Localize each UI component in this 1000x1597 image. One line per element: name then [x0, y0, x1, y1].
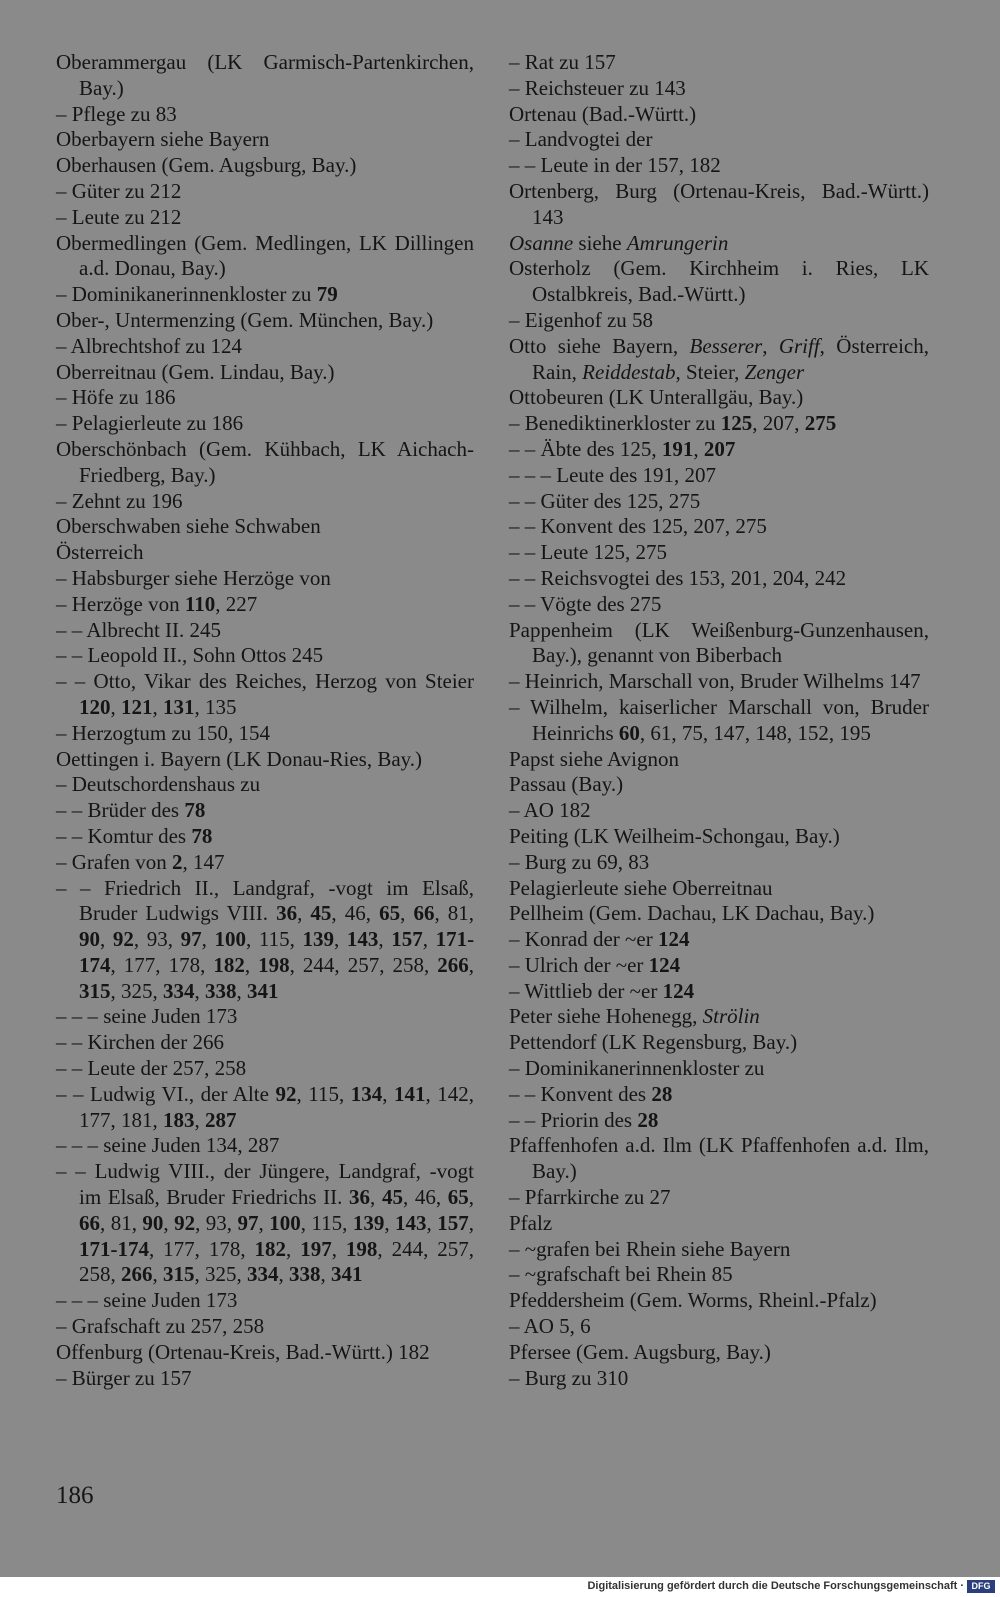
- index-entry: [509, 1030, 929, 1056]
- index-entry: [56, 127, 474, 153]
- entry-text: ,: [152, 1262, 163, 1287]
- entry-text: – Güter zu 212: [56, 178, 182, 203]
- index-entry: [56, 850, 474, 876]
- entry-text: ,: [693, 436, 704, 461]
- entry-text: Ortenau (Bad.-Württ.): [509, 101, 697, 126]
- bold-page-ref: 45: [310, 901, 332, 926]
- entry-text: – – Leopold II., Sohn Ottos 245: [56, 643, 324, 668]
- page-number: 186: [56, 1482, 94, 1509]
- entry-text: Pfaffenhofen a.d. Ilm (LK Pfaffenhofen a.d. Ilm, Bay.): [509, 1133, 929, 1184]
- index-entry: [509, 1237, 929, 1263]
- bold-page-ref: 287: [205, 1107, 237, 1132]
- entry-text: – – Konvent des 125, 207, 275: [509, 514, 767, 539]
- bold-page-ref: 100: [214, 927, 246, 952]
- entry-text: Oberreitnau (Gem. Lindau, Bay.): [56, 359, 335, 384]
- entry-text: , 61, 75, 147, 148, 152, 195: [639, 720, 871, 745]
- index-entry: [56, 334, 474, 360]
- entry-text: ,: [152, 694, 163, 719]
- entry-text: – – Vögte des 275: [509, 591, 662, 616]
- index-entry: [56, 411, 474, 437]
- entry-text: Pfersee (Gem. Augsburg, Bay.): [509, 1339, 771, 1364]
- index-entry: [56, 489, 474, 515]
- index-entry: [56, 1133, 474, 1159]
- entry-text: Passau (Bay.): [509, 772, 624, 797]
- entry-text: Ortenberg, Burg (Ortenau-Kreis, Bad.-Württ.) 143: [509, 178, 929, 229]
- entry-text: – Zehnt zu 196: [56, 488, 183, 513]
- entry-text: – – – seine Juden 173: [56, 1004, 238, 1029]
- entry-text: ,: [468, 1210, 474, 1235]
- entry-text: – ~grafen bei Rhein siehe Bayern: [509, 1236, 791, 1261]
- bold-page-ref: 97: [180, 927, 202, 952]
- entry-text: – Ulrich der ~er: [509, 952, 649, 977]
- bold-page-ref: 157: [391, 927, 423, 952]
- bold-page-ref: 45: [381, 1185, 403, 1210]
- entry-text: Ober-, Untermenzing (Gem. München, Bay.): [56, 307, 434, 332]
- index-entry: [509, 1082, 929, 1108]
- index-entry: [56, 566, 474, 592]
- entry-text: – Heinrich, Marschall von, Bruder Wilhelms 147: [509, 669, 921, 694]
- entry-text: – – Albrecht II. 245: [56, 617, 222, 642]
- italic-term: Zenger: [744, 359, 805, 384]
- entry-text: ,: [400, 901, 414, 926]
- entry-text: Ottobeuren (LK Unterallgäu, Bay.): [509, 385, 804, 410]
- index-entry: [56, 1004, 474, 1030]
- bold-page-ref: 65: [379, 901, 401, 926]
- bold-page-ref: 2: [172, 849, 183, 874]
- bold-page-ref: 315: [163, 1262, 195, 1287]
- index-entry: [509, 901, 929, 927]
- bold-page-ref: 157: [437, 1210, 469, 1235]
- entry-text: – Pflege zu 83: [56, 101, 177, 126]
- bold-page-ref: 139: [352, 1210, 385, 1235]
- index-entry: [509, 256, 929, 308]
- index-entry: [509, 179, 929, 231]
- index-entry: [509, 127, 929, 153]
- entry-text: – – Ludwig VI., der Alte: [56, 1081, 276, 1106]
- entry-text: – Höfe zu 186: [56, 385, 176, 410]
- index-entry: [56, 437, 474, 489]
- index-entry: [509, 747, 929, 773]
- entry-text: – – Komtur des: [56, 823, 192, 848]
- entry-text: , 142, 177, 181,: [79, 1081, 475, 1132]
- bold-page-ref: 121: [121, 694, 153, 719]
- bold-page-ref: 191: [661, 436, 694, 461]
- entry-text: , 81,: [434, 901, 475, 926]
- entry-text: , 93,: [133, 927, 181, 952]
- entry-text: , 177, 178,: [149, 1236, 255, 1261]
- index-entry: [509, 76, 929, 102]
- entry-text: , 135: [194, 694, 237, 719]
- entry-text: Oberhausen (Gem. Augsburg, Bay.): [56, 153, 357, 178]
- entry-text: ,: [422, 927, 436, 952]
- entry-text: – Herzogtum zu 150, 154: [56, 720, 271, 745]
- entry-text: – Burg zu 310: [509, 1365, 629, 1390]
- italic-term: Griff: [778, 333, 820, 358]
- entry-text: – – Ludwig VIII., der Jüngere, Landgraf, -vogt im Elsaß, Bruder Friedrichs II.: [56, 1159, 474, 1210]
- bold-page-ref: 79: [316, 282, 338, 307]
- index-entry: [509, 695, 929, 747]
- italic-term: Besserer: [689, 333, 763, 358]
- entry-text: ,: [426, 1210, 438, 1235]
- entry-text: , 207,: [752, 411, 805, 436]
- index-entry: [56, 514, 474, 540]
- index-entry: [509, 50, 929, 76]
- entry-text: , 177, 178,: [110, 952, 214, 977]
- bold-page-ref: 90: [142, 1210, 164, 1235]
- entry-text: Peiting (LK Weilheim-Schongau, Bay.): [509, 823, 840, 848]
- index-entry: [56, 179, 474, 205]
- entry-text: – Herzöge von: [56, 591, 185, 616]
- entry-text: – Leute zu 212: [56, 204, 182, 229]
- entry-text: – – Güter des 125, 275: [509, 488, 701, 513]
- bold-page-ref: 197: [300, 1236, 332, 1261]
- bold-page-ref: 134: [350, 1081, 383, 1106]
- bold-page-ref: 66: [79, 1210, 100, 1235]
- bold-page-ref: 125: [720, 411, 753, 436]
- entry-text: ,: [194, 1107, 205, 1132]
- bold-page-ref: 275: [804, 411, 837, 436]
- entry-text: – Benediktinerkloster zu: [509, 411, 721, 436]
- entry-text: , 93,: [195, 1210, 238, 1235]
- entry-text: ,: [370, 1185, 382, 1210]
- index-entry: [509, 411, 929, 437]
- index-entry: [509, 566, 929, 592]
- footer-credit: Digitalisierung gefördert durch die Deutsche Forschungsgemeinschaft ·: [587, 1580, 964, 1592]
- entry-text: – Eigenhof zu 58: [509, 307, 654, 332]
- index-entry: [56, 231, 474, 283]
- entry-text: , 244, 257, 258,: [289, 952, 438, 977]
- entry-text: , 115,: [296, 1081, 351, 1106]
- entry-text: ,: [384, 1210, 396, 1235]
- index-entry: [509, 876, 929, 902]
- entry-text: – Reichsteuer zu 143: [509, 75, 686, 100]
- entry-text: – AO 182: [509, 798, 591, 823]
- entry-text: – Landvogtei der: [509, 127, 653, 152]
- index-entry: [56, 643, 474, 669]
- index-entry: [509, 1185, 929, 1211]
- bold-page-ref: 141: [394, 1081, 426, 1106]
- index-entry: [56, 669, 474, 721]
- index-entry: [509, 1366, 929, 1392]
- index-entry: [509, 231, 929, 257]
- index-entry: [56, 876, 474, 1005]
- entry-text: ,: [244, 952, 259, 977]
- bold-page-ref: 338: [289, 1262, 321, 1287]
- entry-text: ,: [194, 978, 205, 1003]
- bold-page-ref: 92: [275, 1081, 297, 1106]
- index-entry: [509, 1288, 929, 1314]
- entry-text: , Österreich, Rain,: [532, 333, 929, 384]
- index-entry: [509, 489, 929, 515]
- index-entry: [509, 850, 929, 876]
- entry-text: – – Leute in der 157, 182: [509, 153, 721, 178]
- bold-page-ref: 120: [79, 694, 111, 719]
- index-entry: [509, 1056, 929, 1082]
- index-entry: [56, 1314, 474, 1340]
- index-entry: [509, 308, 929, 334]
- entry-text: Peter siehe Hohenegg,: [509, 1004, 703, 1029]
- bold-page-ref: 78: [191, 823, 213, 848]
- entry-text: , 115,: [245, 927, 303, 952]
- entry-text: – Burg zu 69, 83: [509, 849, 650, 874]
- entry-text: ,: [258, 1210, 270, 1235]
- entry-text: – Dominikanerinnenkloster zu: [509, 1056, 765, 1081]
- entry-text: – Grafen von: [56, 849, 173, 874]
- bold-page-ref: 266: [437, 952, 469, 977]
- entry-text: ,: [331, 1236, 346, 1261]
- index-entry: [56, 1288, 474, 1314]
- entry-text: Pettendorf (LK Regensburg, Bay.): [509, 1030, 798, 1055]
- entry-text: Pfeddersheim (Gem. Worms, Rheinl.-Pfalz): [509, 1288, 877, 1313]
- entry-text: ,: [468, 952, 474, 977]
- italic-term: Osanne: [509, 230, 574, 255]
- entry-text: Otto siehe Bayern,: [509, 333, 690, 358]
- entry-text: – – – Leute des 191, 207: [509, 462, 717, 487]
- index-entry: [509, 1262, 929, 1288]
- entry-text: Pappenheim (LK Weißenburg-Gunzenhausen, Bay.), genannt von Biberbach: [509, 617, 929, 668]
- index-entry: [56, 153, 474, 179]
- entry-text: Papst siehe Avignon: [509, 746, 679, 771]
- bold-page-ref: 143: [346, 927, 379, 952]
- index-entry: [56, 385, 474, 411]
- entry-text: – Wittlieb der ~er: [509, 978, 663, 1003]
- bold-page-ref: 315: [79, 978, 111, 1003]
- index-entry: [509, 979, 929, 1005]
- index-entry: [509, 824, 929, 850]
- index-entry: [56, 50, 474, 102]
- bold-page-ref: 100: [269, 1210, 301, 1235]
- entry-text: , Steier,: [675, 359, 745, 384]
- entry-text: – Grafschaft zu 257, 258: [56, 1314, 265, 1339]
- entry-text: ,: [201, 927, 215, 952]
- bold-page-ref: 198: [258, 952, 290, 977]
- entry-text: , 325,: [194, 1262, 247, 1287]
- index-entry: [509, 1314, 929, 1340]
- index-entry: [509, 669, 929, 695]
- bold-page-ref: 97: [237, 1210, 259, 1235]
- bold-page-ref: 131: [163, 694, 195, 719]
- index-entry: [56, 1082, 474, 1134]
- entry-text: – – Brüder des: [56, 798, 185, 823]
- index-entry: [509, 1004, 929, 1030]
- index-entry: [56, 721, 474, 747]
- italic-term: Reiddestab: [582, 359, 676, 384]
- footer-bar: [0, 1577, 1000, 1597]
- index-entry: [56, 360, 474, 386]
- bold-page-ref: 334: [163, 978, 195, 1003]
- bold-page-ref: 124: [657, 927, 690, 952]
- entry-text: ,: [286, 1236, 301, 1261]
- italic-term: Amrungerin: [626, 230, 729, 255]
- entry-text: – – Leute 125, 275: [509, 540, 668, 565]
- entry-text: – Albrechtshof zu 124: [56, 333, 243, 358]
- entry-text: ,: [110, 694, 121, 719]
- index-entry: [56, 1366, 474, 1392]
- index-entry: [509, 334, 929, 386]
- index-entry: [509, 798, 929, 824]
- index-entry: [56, 798, 474, 824]
- entry-text: – Deutschordenshaus zu: [56, 772, 261, 797]
- bold-page-ref: 28: [651, 1081, 673, 1106]
- index-entry: [509, 1133, 929, 1185]
- entry-text: Pelagierleute siehe Oberreitnau: [509, 875, 773, 900]
- entry-text: – – Leute der 257, 258: [56, 1056, 247, 1081]
- index-entry: [509, 385, 929, 411]
- bold-page-ref: 66: [413, 901, 435, 926]
- bold-page-ref: 334: [247, 1262, 279, 1287]
- index-column-left: [56, 50, 474, 1391]
- entry-text: – – Friedrich II., Landgraf, -vogt im Elsaß, Bruder Ludwigs VIII.: [56, 875, 474, 926]
- index-entry: [56, 102, 474, 128]
- entry-text: Oberammergau (LK Garmisch-Partenkirchen, Bay.): [56, 50, 474, 100]
- index-entry: [56, 1030, 474, 1056]
- entry-text: – Pfarrkirche zu 27: [509, 1185, 671, 1210]
- entry-text: Obermedlingen (Gem. Medlingen, LK Dillingen a.d. Donau, Bay.): [56, 230, 474, 281]
- bold-page-ref: 60: [618, 720, 640, 745]
- entry-text: , 244, 257, 258,: [79, 1236, 475, 1287]
- index-entry: [56, 1056, 474, 1082]
- entry-text: – – Priorin des: [509, 1107, 638, 1132]
- index-entry: [509, 953, 929, 979]
- index-entry: [509, 1211, 929, 1237]
- entry-text: – Konrad der ~er: [509, 927, 658, 952]
- bold-page-ref: 338: [205, 978, 237, 1003]
- index-entry: [56, 618, 474, 644]
- entry-text: , 81,: [100, 1210, 143, 1235]
- entry-text: ,: [278, 1262, 289, 1287]
- index-entry: [509, 153, 929, 179]
- entry-text: Osterholz (Gem. Kirchheim i. Ries, LK Ostalbkreis, Bad.-Württ.): [509, 256, 929, 307]
- bold-page-ref: 182: [254, 1236, 287, 1261]
- entry-text: ,: [333, 927, 347, 952]
- entry-text: , 46,: [331, 901, 380, 926]
- bold-page-ref: 171-174: [79, 1236, 149, 1261]
- bold-page-ref: 124: [648, 952, 681, 977]
- index-entry: [509, 514, 929, 540]
- entry-text: ,: [382, 1081, 394, 1106]
- entry-text: ,: [320, 1262, 331, 1287]
- entry-text: – – Kirchen der 266: [56, 1030, 224, 1055]
- entry-text: Oberschönbach (Gem. Kühbach, LK Aichach-Friedberg, Bay.): [56, 436, 474, 487]
- bold-page-ref: 143: [395, 1210, 427, 1235]
- bold-page-ref: 341: [331, 1262, 363, 1287]
- entry-text: – – Reichsvogtei des 153, 201, 204, 242: [509, 565, 847, 590]
- bold-page-ref: 92: [112, 927, 134, 952]
- entry-text: – ~grafschaft bei Rhein 85: [509, 1262, 733, 1287]
- entry-text: ,: [762, 333, 779, 358]
- entry-text: – Rat zu 157: [509, 50, 616, 74]
- bold-page-ref: 198: [345, 1236, 378, 1261]
- entry-text: Offenburg (Ortenau-Kreis, Bad.-Württ.) 182: [56, 1339, 430, 1364]
- index-entry: [509, 463, 929, 489]
- entry-text: – Bürger zu 157: [56, 1365, 192, 1390]
- dfg-logo: DFG: [967, 1580, 995, 1593]
- index-entry: [56, 1159, 474, 1288]
- index-entry: [56, 282, 474, 308]
- index-entry: [509, 102, 929, 128]
- italic-term: Strölin: [702, 1004, 760, 1029]
- bold-page-ref: 207: [703, 436, 736, 461]
- bold-page-ref: 124: [662, 978, 695, 1003]
- entry-text: – – Äbte des 125,: [509, 436, 662, 461]
- entry-text: Pellheim (Gem. Dachau, LK Dachau, Bay.): [509, 901, 875, 926]
- entry-text: – – Konvent des: [509, 1081, 652, 1106]
- entry-text: Pfalz: [509, 1210, 553, 1235]
- entry-text: , 46,: [402, 1185, 448, 1210]
- entry-text: Oberschwaben siehe Schwaben: [56, 514, 321, 539]
- entry-text: Oettingen i. Bayern (LK Donau-Ries, Bay.): [56, 746, 423, 771]
- index-entry: [509, 592, 929, 618]
- entry-text: ,: [297, 901, 311, 926]
- bold-page-ref: 110: [184, 591, 216, 616]
- entry-text: – – – seine Juden 134, 287: [56, 1133, 280, 1158]
- entry-text: ,: [236, 978, 247, 1003]
- bold-page-ref: 183: [163, 1107, 195, 1132]
- bold-page-ref: 65: [447, 1185, 469, 1210]
- entry-text: – Habsburger siehe Herzöge von: [56, 565, 331, 590]
- index-entry: [56, 1340, 474, 1366]
- entry-text: , 147: [182, 849, 225, 874]
- entry-text: , 115,: [300, 1210, 353, 1235]
- bold-page-ref: 139: [302, 927, 334, 952]
- index-entry: [56, 824, 474, 850]
- bold-page-ref: 266: [121, 1262, 153, 1287]
- entry-text: , 325,: [110, 978, 163, 1003]
- entry-text: , 227: [215, 591, 258, 616]
- bold-page-ref: 92: [174, 1210, 196, 1235]
- entry-text: Oberbayern siehe Bayern: [56, 127, 270, 152]
- bold-page-ref: 36: [349, 1185, 371, 1210]
- index-entry: [509, 540, 929, 566]
- index-entry: [56, 308, 474, 334]
- entry-text: – AO 5, 6: [509, 1314, 591, 1339]
- index-entry: [509, 1108, 929, 1134]
- index-entry: [509, 437, 929, 463]
- bold-page-ref: 78: [184, 798, 206, 823]
- index-entry: [56, 747, 474, 773]
- entry-text: – – – seine Juden 173: [56, 1288, 238, 1313]
- bold-page-ref: 28: [637, 1107, 659, 1132]
- bold-page-ref: 341: [247, 978, 279, 1003]
- bold-page-ref: 90: [79, 927, 100, 952]
- entry-text: – Dominikanerinnenkloster zu: [56, 282, 317, 307]
- entry-text: – – Otto, Vikar des Reiches, Herzog von Steier: [56, 669, 474, 694]
- index-entry: [509, 772, 929, 798]
- index-entry: [509, 618, 929, 670]
- entry-text: ,: [100, 927, 113, 952]
- bold-page-ref: 182: [213, 952, 245, 977]
- index-entry: [56, 592, 474, 618]
- bold-page-ref: 36: [276, 901, 298, 926]
- index-column-right: [509, 50, 929, 1391]
- entry-text: Österreich: [56, 540, 144, 565]
- index-entry: [56, 772, 474, 798]
- index-entry: [509, 1340, 929, 1366]
- index-entry: [56, 540, 474, 566]
- entry-text: ,: [468, 1185, 475, 1210]
- entry-text: – Pelagierleute zu 186: [56, 411, 244, 436]
- entry-text: ,: [378, 927, 392, 952]
- entry-text: – Wilhelm, kaiserlicher Marschall von, Bruder Heinrichs: [509, 694, 929, 745]
- index-entry: [509, 927, 929, 953]
- entry-text: ,: [163, 1210, 175, 1235]
- bold-page-ref: 171-174: [79, 927, 475, 977]
- index-entry: [56, 205, 474, 231]
- entry-text: siehe: [573, 230, 627, 255]
